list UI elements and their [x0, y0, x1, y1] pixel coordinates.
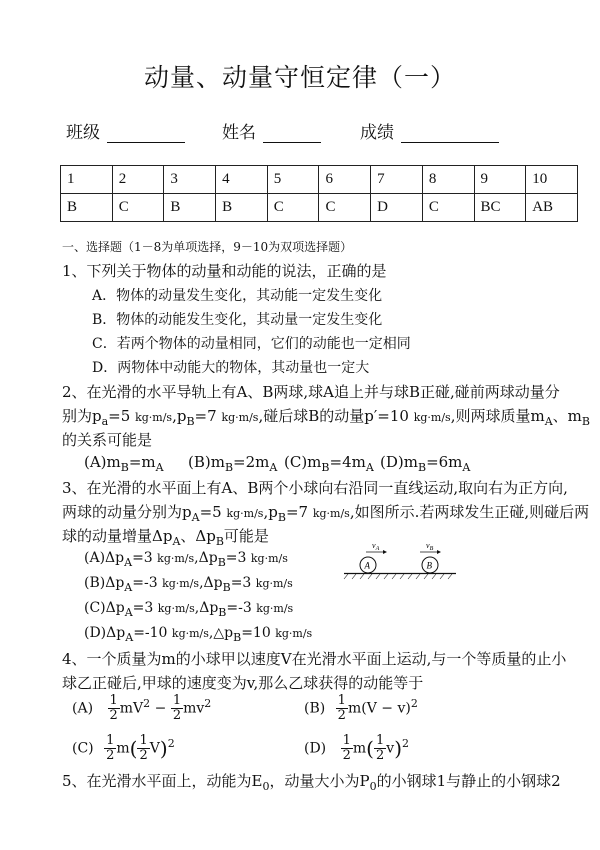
answer-value: C	[319, 194, 371, 222]
q1-option-d: D．两物体中动能大的物体，其动量也一定大	[92, 360, 370, 376]
q2-option-c: $(C)m_B=4m_A$	[284, 453, 374, 474]
q1-stem: 1、下列关于物体的动量和动能的说法，正确的是	[62, 262, 387, 280]
q4-line1: 4、一个质量为m的小球甲以速度V在光滑水平面上运动,与一个等质量的止小	[62, 650, 567, 668]
answer-number: 5	[267, 166, 319, 194]
q2-option-b: $(B)m_B=2m_A$	[188, 453, 278, 474]
velocity-b-label: $v_B$	[426, 541, 434, 552]
q2-line3: 的关系可能是	[62, 431, 153, 449]
answer-number: 9	[474, 166, 526, 194]
answer-value: C	[422, 194, 474, 222]
q2-line1: 2、在光滑的水平导轨上有A、B两球,球A追上并与球B正碰,碰前两球动量分	[62, 383, 560, 401]
q3-line3: 球的动量增量$\Delta p_A$、$\Delta p_B$可能是	[62, 527, 269, 548]
ball-a-label: A	[364, 560, 370, 571]
q2-option-d: $(D)m_B=6m_A$	[380, 453, 471, 474]
answer-number: 6	[319, 166, 371, 194]
answer-value: B	[164, 194, 216, 222]
q4-option-d: (D) $\frac{1}{2}$ m( $\frac{1}{2}$ v)$^2$	[304, 733, 409, 763]
name-blank[interactable]	[263, 126, 321, 143]
answer-value: BC	[474, 194, 526, 222]
arrowhead-a-icon	[383, 550, 387, 554]
q2-line2: 别为$p_a=5$ $kg\cdot m/s,p_B=7$ kg·m/s,碰后球B的动量p′=10 kg·m/s,则两球质量$m_A$、$m_B$	[62, 407, 590, 428]
answer-value: C	[112, 194, 164, 222]
section-heading: 一、选择题（1－8为单项选择，9－10为双项选择题）	[62, 240, 353, 254]
answer-number-row	[61, 166, 578, 194]
ball-b-label: B	[426, 560, 432, 571]
q5-line1: 5、在光滑水平面上，动能为$E_0$，动量大小为$P_0$的小钢球1与静止的小钢球2	[62, 772, 561, 793]
q3-option-c: $(C)\Delta p_A=3$ $kg\cdot m/s,\Delta p_B=-3$ kg·m/s	[84, 600, 294, 619]
answer-value: D	[371, 194, 423, 222]
answer-number: 3	[164, 166, 216, 194]
score-field	[360, 118, 499, 143]
q3-option-a: $(A)\Delta p_A=3$ $kg\cdot m/s,\Delta p_B=3$ kg·m/s	[84, 550, 288, 569]
answer-value-row	[61, 194, 578, 222]
answer-value: B	[61, 194, 113, 222]
arrowhead-b-icon	[437, 550, 441, 554]
answer-number: 1	[61, 166, 113, 194]
answer-table	[60, 165, 578, 222]
name-label: 姓名	[222, 123, 256, 143]
score-blank[interactable]	[401, 126, 499, 143]
answer-value: C	[267, 194, 319, 222]
ground-hatch	[344, 574, 452, 579]
q4-option-a: (A) $\frac{1}{2}$ $mV^2$ − $\frac{1}{2}$ $mv^2$	[72, 693, 212, 723]
answer-number: 8	[422, 166, 474, 194]
score-label: 成绩	[360, 123, 394, 143]
velocity-a-label: $v_A$	[372, 541, 380, 552]
class-field	[66, 118, 185, 143]
answer-value: B	[216, 194, 268, 222]
q4-option-b: (B) $\frac{1}{2}$ $m(V - v)^2$	[304, 693, 418, 723]
answer-number: 4	[216, 166, 268, 194]
q3-option-b: $(B)\Delta p_A=-3$ $kg\cdot m/s,\Delta p_B=3$ kg·m/s	[84, 575, 293, 594]
q3-line1: 3、在光滑的水平面上有A、B两个小球向右沿同一直线运动,取向右为正方向,	[62, 479, 568, 497]
q3-line2: 两球的动量分别为$p_A=5$ $kg\cdot m/s,p_B=7$ kg·m/s,如图所示.若两球发生正碰,则碰后两	[62, 503, 590, 524]
answer-value: AB	[526, 194, 578, 222]
q3-figure	[340, 538, 460, 582]
name-field	[222, 118, 321, 143]
class-blank[interactable]	[107, 126, 185, 143]
answer-number: 7	[371, 166, 423, 194]
q1-option-c: C．若两个物体的动量相同，它们的动能也一定相同	[92, 336, 411, 352]
answer-number: 2	[112, 166, 164, 194]
q2-option-a: $(A)m_B=m_A$	[84, 453, 164, 474]
q4-line2: 球乙正碰后,甲球的速度变为v,那么乙球获得的动能等于	[62, 674, 424, 692]
class-label: 班级	[66, 123, 100, 143]
q4-option-c: (C) $\frac{1}{2}$ m( $\frac{1}{2}$ V)$^2$	[72, 733, 175, 763]
q1-option-b: B．物体的动能发生变化，其动量一定发生变化	[92, 312, 383, 328]
answer-number: 10	[526, 166, 578, 194]
page-title: 动量、动量守恒定律（一）	[143, 63, 456, 92]
q3-option-d: $(D)\Delta p_A=-10$ $kg\cdot m/s,\triangle p_B=10$ kg·m/s	[84, 625, 313, 644]
q1-option-a: A．物体的动量发生变化，其动能一定发生变化	[92, 288, 383, 304]
